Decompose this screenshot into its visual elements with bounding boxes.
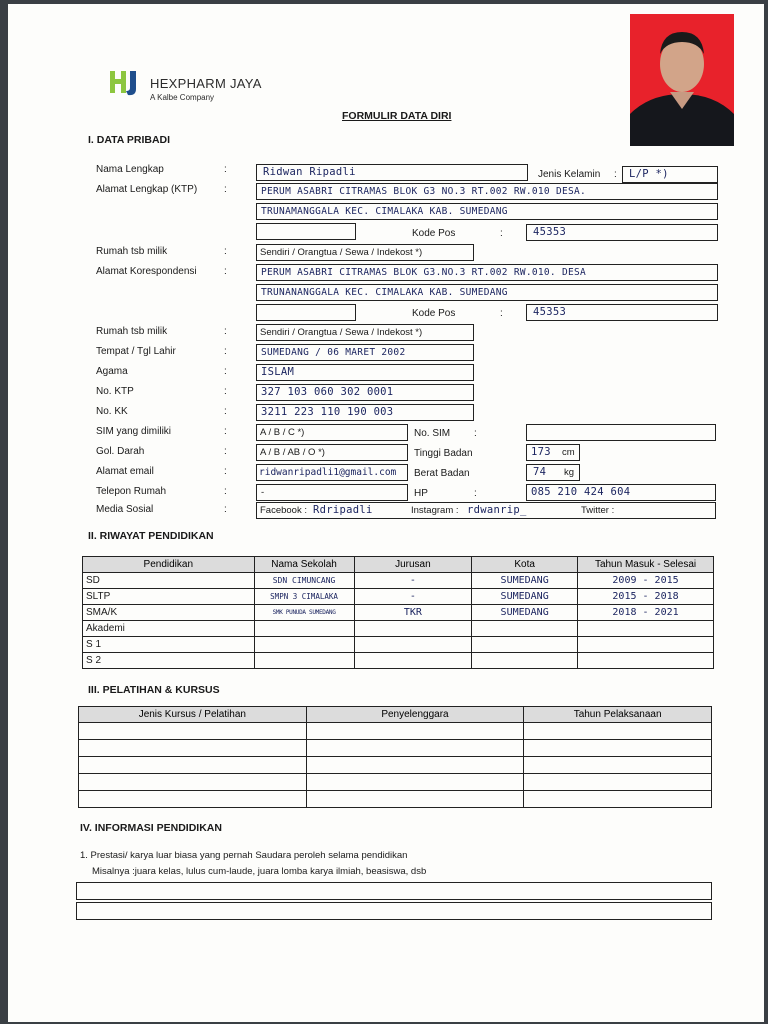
colon: :	[224, 184, 227, 195]
alamat-ktp-line1-field[interactable]	[256, 183, 718, 200]
penyelenggara-cell[interactable]	[306, 774, 524, 791]
alamat-korespondensi-label: Alamat Korespondensi	[96, 266, 197, 277]
sim-field[interactable]	[256, 424, 408, 441]
col-header: Jurusan	[354, 557, 472, 573]
tinggi-badan-label: Tinggi Badan	[414, 448, 473, 459]
table-row	[79, 723, 712, 740]
sim-options: A / B / C *)	[260, 427, 305, 438]
nama-sekolah-cell[interactable]	[254, 637, 354, 653]
kode-pos-label: Kode Pos	[412, 228, 456, 239]
table-row	[79, 757, 712, 774]
kota-cell[interactable]: SUMEDANG	[472, 589, 578, 605]
company-logo	[108, 68, 148, 98]
section-riwayat-pendidikan-title: II. RIWAYAT PENDIDIKAN	[88, 530, 214, 542]
rumah-milik-2-field[interactable]	[256, 324, 474, 341]
table-row	[83, 605, 714, 621]
colon: :	[224, 466, 227, 477]
jurusan-cell[interactable]: -	[354, 589, 472, 605]
colon: :	[224, 164, 227, 175]
section-informasi-pendidikan-title: IV. INFORMASI PENDIDIKAN	[80, 822, 222, 834]
kota-cell[interactable]	[472, 621, 578, 637]
colon: :	[224, 366, 227, 377]
nama-sekolah-cell[interactable]: SMPN 3 CIMALAKA	[254, 589, 354, 605]
alamat-ktp-line1: PERUM ASABRI CITRAMAS BLOK G3 NO.3 RT.002 RW.010 DESA.	[261, 186, 587, 197]
jurusan-cell[interactable]	[354, 637, 472, 653]
prestasi-question: 1. Prestasi/ karya luar biasa yang pernah Saudara peroleh selama pendidikan	[80, 850, 408, 861]
table-row	[83, 653, 714, 669]
kursus-cell[interactable]	[79, 774, 307, 791]
rumah-milik-field[interactable]	[256, 244, 474, 261]
pendidikan-level: SMA/K	[83, 605, 255, 621]
no-sim-field[interactable]	[526, 424, 716, 441]
berat-badan-field[interactable]	[526, 464, 580, 481]
hp-label: HP	[414, 488, 428, 499]
facebook-value: Rdripadli	[313, 504, 373, 516]
tahun-pelaksanaan-cell[interactable]	[524, 757, 712, 774]
table-row	[83, 589, 714, 605]
agama-field[interactable]	[256, 364, 474, 381]
sim-label: SIM yang dimiliki	[96, 426, 172, 437]
table-row	[83, 637, 714, 653]
col-header: Penyelenggara	[306, 707, 524, 723]
korespondensi-line1-field[interactable]	[256, 264, 718, 281]
penyelenggara-cell[interactable]	[306, 723, 524, 740]
hp-field[interactable]	[526, 484, 716, 501]
nama-label: Nama Lengkap	[96, 164, 164, 175]
rumah-milik-options: Sendiri / Orangtua / Sewa / Indekost *)	[260, 247, 423, 258]
kota-cell[interactable]	[472, 637, 578, 653]
colon: :	[224, 326, 227, 337]
jurusan-cell[interactable]	[354, 621, 472, 637]
jurusan-cell[interactable]: TKR	[354, 605, 472, 621]
no-ktp-label: No. KTP	[96, 386, 134, 397]
berat-badan-label: Berat Badan	[414, 468, 470, 479]
colon: :	[224, 426, 227, 437]
telepon-rumah-value: -	[261, 487, 265, 498]
tahun-cell[interactable]: 2018 - 2021	[578, 605, 714, 621]
gol-darah-field[interactable]	[256, 444, 408, 461]
kursus-cell[interactable]	[79, 723, 307, 740]
section-pelatihan-title: III. PELATIHAN & KURSUS	[88, 684, 220, 696]
pendidikan-level: Akademi	[83, 621, 255, 637]
nama-value: Ridwan Ripadli	[263, 166, 356, 178]
table-row	[83, 621, 714, 637]
pendidikan-level: S 1	[83, 637, 255, 653]
no-kk-value: 3211 223 110 190 003	[261, 406, 394, 418]
alamat-ktp-line3-field[interactable]	[256, 223, 356, 240]
col-header: Pendidikan	[83, 557, 255, 573]
alamat-ktp-line2-field[interactable]	[256, 203, 718, 220]
gol-darah-label: Gol. Darah	[96, 446, 145, 457]
col-header: Jenis Kursus / Pelatihan	[79, 707, 307, 723]
tahun-cell[interactable]	[578, 637, 714, 653]
kursus-cell[interactable]	[79, 740, 307, 757]
jurusan-cell[interactable]: -	[354, 573, 472, 589]
penyelenggara-cell[interactable]	[306, 757, 524, 774]
colon: :	[500, 228, 503, 239]
rumah-milik-2-options: Sendiri / Orangtua / Sewa / Indekost *)	[260, 327, 423, 338]
penyelenggara-cell[interactable]	[306, 740, 524, 757]
email-field[interactable]	[256, 464, 408, 481]
no-kk-field[interactable]	[256, 404, 474, 421]
kursus-cell[interactable]	[79, 757, 307, 774]
alamat-ktp-label: Alamat Lengkap (KTP)	[96, 184, 198, 195]
no-sim-label: No. SIM	[414, 428, 451, 439]
table-row	[79, 774, 712, 791]
jurusan-cell[interactable]	[354, 653, 472, 669]
media-sosial-label: Media Sosial	[96, 504, 154, 515]
prestasi-line2-field[interactable]	[76, 902, 712, 920]
korespondensi-line1: PERUM ASABRI CITRAMAS BLOK G3.NO.3 RT.002 RW.010. DESA	[261, 267, 587, 278]
kode-pos-2-field[interactable]	[526, 304, 718, 321]
tahun-cell[interactable]	[578, 653, 714, 669]
nama-sekolah-cell[interactable]	[254, 621, 354, 637]
section-data-pribadi-title: I. DATA PRIBADI	[88, 134, 171, 146]
colon: :	[614, 169, 617, 180]
pelatihan-table	[78, 706, 712, 808]
facebook-label: Facebook :	[260, 505, 307, 516]
colon: :	[224, 246, 227, 257]
prestasi-hint: Misalnya :juara kelas, lulus cum-laude, juara lomba karya ilmiah, beasiswa, dsb	[92, 866, 427, 877]
rumah-milik-2-label: Rumah tsb milik	[96, 326, 168, 337]
nama-field[interactable]	[256, 164, 528, 181]
company-tagline: A Kalbe Company	[150, 93, 215, 102]
kode-pos-value: 45353	[533, 226, 567, 238]
twitter-label: Twitter :	[581, 505, 615, 516]
kode-pos-2-label: Kode Pos	[412, 308, 456, 319]
rumah-milik-label: Rumah tsb milik	[96, 246, 168, 257]
jenis-kelamin-label: Jenis Kelamin	[538, 169, 601, 180]
pendidikan-level: SD	[83, 573, 255, 589]
table-row	[79, 740, 712, 757]
kota-cell[interactable]: SUMEDANG	[472, 605, 578, 621]
nama-sekolah-cell[interactable]: SMK PUNUDA SUMEDANG	[254, 605, 354, 621]
colon: :	[224, 386, 227, 397]
colon: :	[500, 308, 503, 319]
tahun-cell[interactable]	[578, 621, 714, 637]
instagram-label: Instagram :	[411, 505, 459, 516]
form-page	[8, 4, 764, 1022]
tinggi-badan-field[interactable]	[526, 444, 580, 461]
ttl-value: SUMEDANG / 06 MARET 2002	[261, 347, 406, 358]
gol-darah-options: A / B / AB / O *)	[260, 447, 325, 458]
colon: :	[224, 504, 227, 515]
pendidikan-table	[82, 556, 714, 669]
tahun-pelaksanaan-cell[interactable]	[524, 740, 712, 757]
colon: :	[474, 428, 477, 439]
telepon-rumah-field[interactable]	[256, 484, 408, 501]
no-ktp-value: 327 103 060 302 0001	[261, 386, 394, 398]
korespondensi-line2: TRUNANANGGALA KEC. CIMALAKA KAB. SUMEDANG	[261, 287, 508, 298]
telepon-rumah-label: Telepon Rumah	[96, 486, 167, 497]
company-name: HEXPHARM JAYA	[150, 76, 262, 91]
colon: :	[224, 406, 227, 417]
ttl-label: Tempat / Tgl Lahir	[96, 346, 176, 357]
jenis-kelamin-value: L/P *)	[629, 168, 669, 180]
berat-badan-unit: kg	[564, 467, 575, 478]
korespondensi-line3-field[interactable]	[256, 304, 356, 321]
colon: :	[224, 346, 227, 357]
nama-sekolah-cell[interactable]	[254, 653, 354, 669]
applicant-photo	[630, 14, 734, 146]
tahun-cell[interactable]: 2015 - 2018	[578, 589, 714, 605]
kota-cell[interactable]	[472, 653, 578, 669]
col-header: Kota	[472, 557, 578, 573]
jenis-kelamin-field[interactable]	[622, 166, 718, 183]
tahun-pelaksanaan-cell[interactable]	[524, 791, 712, 808]
colon: :	[224, 446, 227, 457]
col-header: Tahun Pelaksanaan	[524, 707, 712, 723]
person-silhouette-icon	[630, 14, 734, 146]
hp-value: 085 210 424 604	[531, 486, 631, 498]
no-kk-label: No. KK	[96, 406, 128, 417]
no-ktp-field[interactable]	[256, 384, 474, 401]
tinggi-badan-value: 173	[531, 446, 551, 458]
table-row	[79, 791, 712, 808]
pendidikan-level: SLTP	[83, 589, 255, 605]
colon: :	[474, 488, 477, 499]
kursus-cell[interactable]	[79, 791, 307, 808]
tahun-cell[interactable]: 2009 - 2015	[578, 573, 714, 589]
berat-badan-value: 74	[533, 466, 547, 478]
pelatihan-header-row	[79, 707, 712, 723]
nama-sekolah-cell[interactable]: SDN CIMUNCANG	[254, 573, 354, 589]
kota-cell[interactable]: SUMEDANG	[472, 573, 578, 589]
tahun-pelaksanaan-cell[interactable]	[524, 774, 712, 791]
kode-pos-2-value: 45353	[533, 306, 567, 318]
colon: :	[224, 486, 227, 497]
media-sosial-field[interactable]	[256, 502, 716, 519]
tinggi-badan-unit: cm	[562, 447, 575, 458]
pendidikan-header-row	[83, 557, 714, 573]
colon: :	[224, 266, 227, 277]
korespondensi-line2-field[interactable]	[256, 284, 718, 301]
email-label: Alamat email	[96, 466, 154, 477]
hj-logo-icon	[108, 68, 148, 98]
ttl-field[interactable]	[256, 344, 474, 361]
penyelenggara-cell[interactable]	[306, 791, 524, 808]
form-title: FORMULIR DATA DIRI	[342, 110, 452, 122]
alamat-ktp-line2: TRUNAMANGGALA KEC. CIMALAKA KAB. SUMEDANG	[261, 206, 508, 217]
table-row	[83, 573, 714, 589]
prestasi-line1-field[interactable]	[76, 882, 712, 900]
pendidikan-level: S 2	[83, 653, 255, 669]
tahun-pelaksanaan-cell[interactable]	[524, 723, 712, 740]
agama-value: ISLAM	[261, 366, 295, 378]
col-header: Nama Sekolah	[254, 557, 354, 573]
agama-label: Agama	[96, 366, 128, 377]
kode-pos-field[interactable]	[526, 224, 718, 241]
instagram-value: rdwanrip_	[467, 504, 527, 516]
col-header: Tahun Masuk - Selesai	[578, 557, 714, 573]
email-value: ridwanripadli1@gmail.com	[259, 467, 397, 478]
